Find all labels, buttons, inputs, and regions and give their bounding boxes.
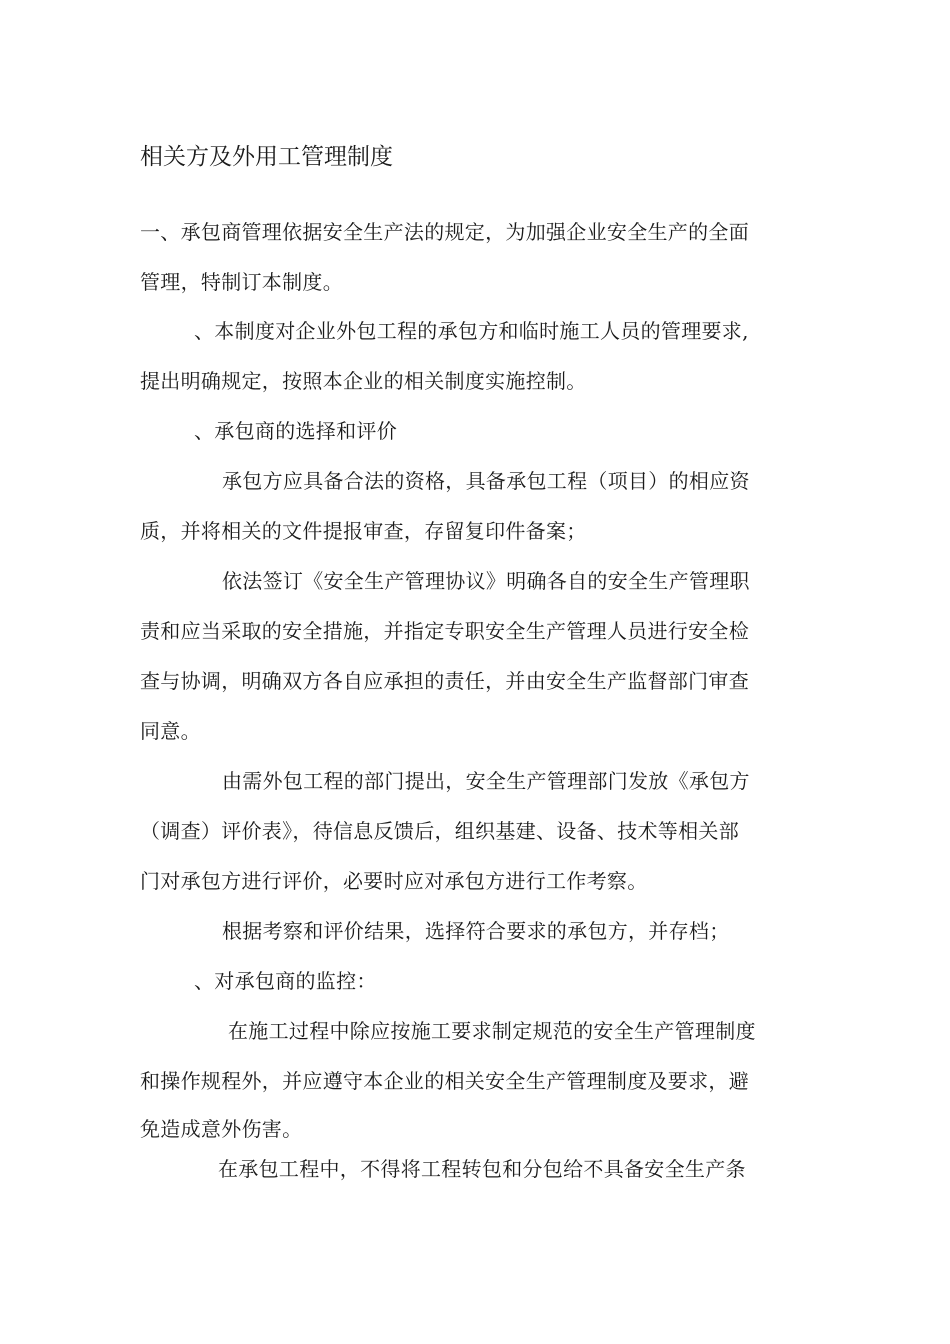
paragraph-line: 在承包工程中，不得将工程转包和分包给不具备安全生产条 [218,1157,746,1181]
paragraph-line: 门对承包方进行评价，必要时应对承包方进行工作考察。 [140,869,648,893]
paragraph-line: 一、承包商管理依据安全生产法的规定，为加强企业安全生产的全面 [140,220,749,244]
paragraph-line: 承包方应具备合法的资格，具备承包工程（项目）的相应资 [222,469,750,493]
section-heading: 、对承包商的监控： [194,969,377,993]
paragraph-line: 依法签订《安全生产管理协议》明确各自的安全生产管理职 [222,569,750,593]
paragraph-line: 和操作规程外，并应遵守本企业的相关安全生产管理制度及要求，避 [140,1069,749,1093]
paragraph-line: 同意。 [140,719,201,743]
paragraph-line: 、本制度对企业外包工程的承包方和临时施工人员的管理要求, [194,319,749,343]
paragraph-line: 根据考察和评价结果，选择符合要求的承包方，并存档； [222,919,730,943]
paragraph-line: 责和应当采取的安全措施，并指定专职安全生产管理人员进行安全检 [140,619,749,643]
paragraph-line: 由需外包工程的部门提出，安全生产管理部门发放《承包方 [222,769,750,793]
paragraph-line: 免造成意外伤害。 [140,1117,303,1141]
paragraph-line: 在施工过程中除应按施工要求制定规范的安全生产管理制度 [228,1019,756,1043]
paragraph-line: 管理，特制订本制度。 [140,270,343,294]
document-title: 相关方及外用工管理制度 [140,144,393,170]
paragraph-line: （调查）评价表》，待信息反馈后，组织基建、设备、技术等相关部 [140,819,739,843]
section-heading: 、承包商的选择和评价 [194,419,397,443]
paragraph-line: 提出明确规定，按照本企业的相关制度实施控制。 [140,369,587,393]
paragraph-line: 质，并将相关的文件提报审查，存留复印件备案； [140,519,587,543]
paragraph-line: 查与协调，明确双方各自应承担的责任，并由安全生产监督部门审查 [140,669,749,693]
